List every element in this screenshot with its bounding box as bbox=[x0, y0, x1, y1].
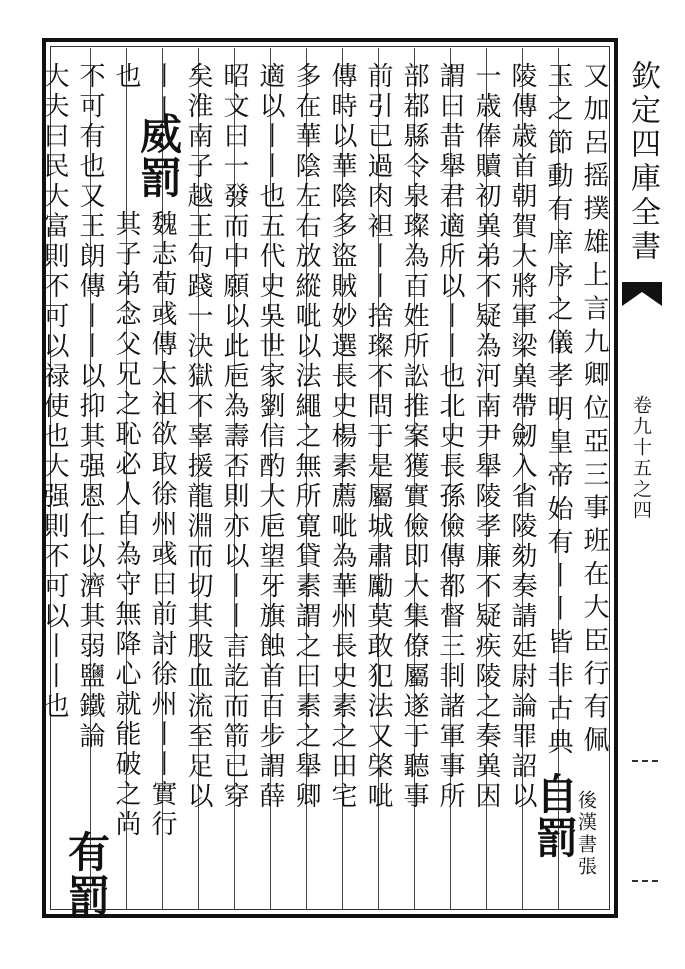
text-column-13: 魏志荀彧傳太祖欲取徐州彧曰前討徐州丨丨實行 bbox=[147, 210, 177, 840]
margin-mark bbox=[632, 880, 658, 882]
library-title: 欽定四庫全書 bbox=[625, 60, 660, 264]
text-column-5: 謂曰昔舉君適所以丨丨也北史長孫儉傳都督三剕諸軍事所 bbox=[435, 62, 465, 812]
fishtail-ornament-tail bbox=[622, 292, 662, 306]
margin-mark bbox=[632, 760, 658, 762]
text-column-9: 多在華陰左右放縱呲以法繩之無所寛貸素謂之曰素之舉卿 bbox=[291, 62, 321, 812]
text-column-8: 傳時以華陰多盜賊妙選長史楊素薦呲為華州長史素之田宅 bbox=[327, 62, 357, 812]
text-column-1-tail: 後漢書張 bbox=[575, 790, 597, 878]
text-column-6: 部鄀縣令泉璨為百姓所訟推案獲實儉即大集僚屬遂于聽事 bbox=[399, 62, 429, 812]
text-column-7: 前引已過肉袒丨丨捨璨不問于是屬城肅勵莫敢犯法又棨呲 bbox=[363, 62, 393, 812]
text-column-1: 又加呂摇撲雄上言九卿位亞三事班在大臣行有佩 bbox=[579, 62, 609, 760]
text-column-14-head: 也 bbox=[111, 62, 141, 96]
heading-wei-fa: 威罰 bbox=[134, 112, 183, 200]
heading-zi-fa: 自罰 bbox=[530, 772, 579, 860]
text-column-11: 昭文曰一發而中願以此巵為壽否則亦以丨丨言訖而箭已穿 bbox=[219, 62, 249, 812]
fishtail-ornament bbox=[622, 282, 662, 292]
text-column-10: 適以丨丨也五代史吳世家劉信酌大巵望牙旗蝕首百步謂薛 bbox=[255, 62, 285, 812]
heading-you-fa: 有罰 bbox=[62, 830, 111, 918]
text-column-4: 一歳俸贖初兾弟不疑為河南尹舉陵孝廉不疑疾陵之奏兾因 bbox=[471, 62, 501, 812]
volume-label: 卷九十五之四 bbox=[630, 395, 652, 521]
text-column-12: 矣淮南子越王句踐一決獄不辜援龍淵而切其股血流至足以 bbox=[183, 62, 213, 812]
text-column-14: 其子弟念父兄之恥必人自為守無降心就能破之尚 bbox=[111, 210, 141, 840]
text-column-3: 陵傳歳首朝賀大將軍梁兾帶劒入省陵劾奏請廷尉論罪詔以 bbox=[507, 62, 537, 812]
text-column-13-head: 丨丨 bbox=[147, 62, 177, 129]
text-column-2: 玉之節動有庠序之儀孝明皇帝始有丨丨皆非古典 bbox=[543, 62, 573, 762]
text-column-15: 不可有也又王朗傳丨丨以抑其强恩仁以濟其弱鹽鐵論 bbox=[75, 62, 105, 752]
text-column-16: 大夫曰民大富則不可以禄使也大强則不可以丨丨也 bbox=[39, 62, 69, 722]
